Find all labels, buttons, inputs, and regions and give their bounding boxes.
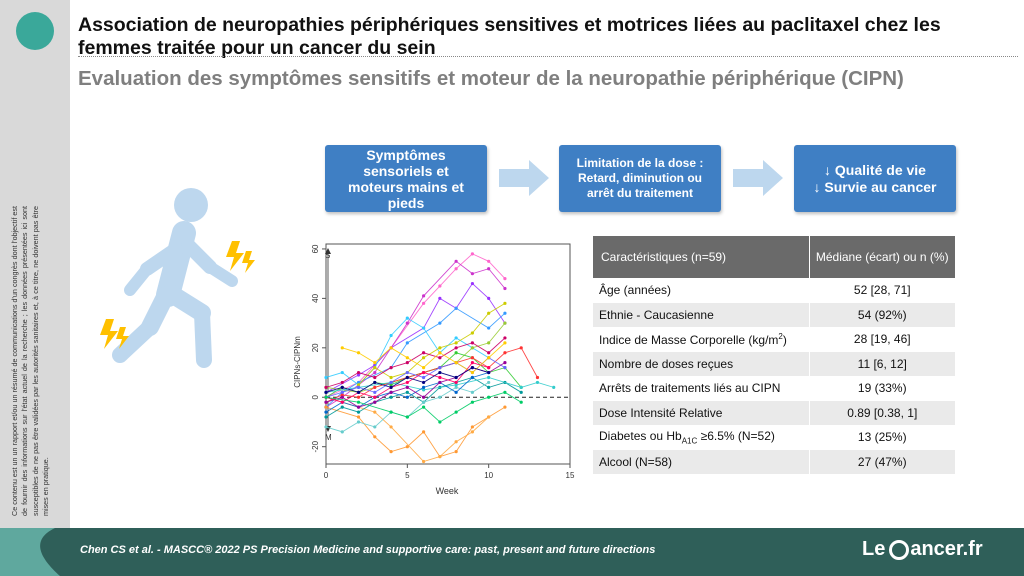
chart-data-point — [406, 356, 409, 359]
table-cell-value: 13 (25%) — [809, 425, 955, 450]
chart-data-point — [487, 415, 490, 418]
table-row — [593, 327, 955, 352]
chart-data-point — [520, 391, 523, 394]
chart-data-point — [455, 440, 458, 443]
table-cell-value: 52 [28, 71] — [809, 278, 955, 303]
table-row — [593, 303, 955, 328]
chart-y-axis-label: CIPNs-CIPNm — [293, 336, 302, 388]
chart-data-point — [406, 381, 409, 384]
table-row — [593, 278, 955, 303]
chart-data-point — [471, 376, 474, 379]
chart-data-point — [422, 294, 425, 297]
brand-dot-icon — [16, 12, 54, 50]
chart-data-point — [503, 322, 506, 325]
chart-data-point — [389, 346, 392, 349]
chart-data-point — [406, 322, 409, 325]
chart-data-point — [455, 267, 458, 270]
footer-bar — [0, 528, 1024, 576]
table-cell-label-text: Indice de Masse Corporelle (kg/m — [599, 332, 779, 347]
chart-data-point — [438, 455, 441, 458]
flow-box-dose-limitation — [559, 145, 721, 212]
chart-data-point — [503, 391, 506, 394]
chart-data-point — [487, 366, 490, 369]
chart-data-point — [389, 376, 392, 379]
chart-data-point — [503, 336, 506, 339]
left-sidebar — [0, 0, 70, 528]
table-cell-label: Âge (années) — [593, 278, 809, 303]
chart-data-point — [373, 376, 376, 379]
chart-data-point — [471, 430, 474, 433]
title-separator — [78, 56, 1018, 57]
chart-data-point — [503, 341, 506, 344]
table-header-characteristics: Caractéristiques (n=59) — [593, 236, 809, 278]
chart-data-point — [471, 252, 474, 255]
table-cell-label: Arrêts de traitements liés au CIPN — [593, 376, 809, 401]
chart-data-point — [341, 430, 344, 433]
table-row — [593, 450, 955, 475]
flow-arrow-2-icon — [733, 160, 783, 196]
chart-data-point — [438, 376, 441, 379]
chart-data-point — [455, 351, 458, 354]
chart-data-point — [341, 391, 344, 394]
chart-data-point — [520, 346, 523, 349]
chart-data-point — [438, 356, 441, 359]
chart-data-point — [357, 401, 360, 404]
chart-data-point — [324, 401, 327, 404]
chart-data-point — [422, 366, 425, 369]
chart-data-point — [487, 381, 490, 384]
chart-data-point — [487, 351, 490, 354]
chart-data-point — [324, 396, 327, 399]
chart-data-point — [536, 381, 539, 384]
table-cell-label-text: Diabetes ou Hb — [599, 429, 682, 444]
chart-top-marker: S — [325, 251, 331, 260]
chart-data-point — [341, 346, 344, 349]
chart-data-point — [487, 260, 490, 263]
chart-data-point — [389, 334, 392, 337]
chart-data-point — [471, 282, 474, 285]
chart-data-point — [422, 326, 425, 329]
chart-data-point — [438, 297, 441, 300]
chart-data-point — [422, 430, 425, 433]
disclaimer-text: Ce contenu est un un rapport et/ou un résumé de communications d'un congrès dont l'objectif est de fournir des informations sur l'état actuel de la recherche ; les données présentées ici sont susceptibles de ne pas être validées par les autorités sanitaires et, à ce titre, ne doivent pas être mises en pratique. — [10, 206, 51, 516]
chart-data-point — [455, 346, 458, 349]
table-cell-label — [593, 327, 809, 352]
table-row — [593, 352, 955, 377]
chart-data-point — [552, 386, 555, 389]
chart-data-point — [389, 410, 392, 413]
chart-data-point — [357, 391, 360, 394]
chart-data-point — [357, 420, 360, 423]
chart-data-point — [324, 406, 327, 409]
chart-data-point — [471, 272, 474, 275]
chart-data-point — [341, 371, 344, 374]
chart-data-point — [324, 386, 327, 389]
table-cell-value: 19 (33%) — [809, 376, 955, 401]
chart-data-point — [422, 460, 425, 463]
chart-data-point — [373, 435, 376, 438]
chart-data-point — [406, 386, 409, 389]
chart-data-point — [471, 371, 474, 374]
chart-data-point — [422, 406, 425, 409]
chart-data-point — [520, 401, 523, 404]
chart-data-point — [341, 386, 344, 389]
walking-person-icon — [92, 185, 282, 375]
chart-bottom-marker: M — [325, 433, 332, 442]
chart-data-point — [422, 371, 425, 374]
chart-data-point — [406, 341, 409, 344]
chart-data-point — [373, 361, 376, 364]
chart-data-point — [503, 406, 506, 409]
chart-data-point — [389, 396, 392, 399]
brand-prefix: Le — [862, 538, 886, 560]
chart-data-point — [438, 322, 441, 325]
chart-data-point — [438, 346, 441, 349]
chart-data-point — [455, 376, 458, 379]
flow-arrow-1-icon — [499, 160, 549, 196]
chart-data-point — [406, 317, 409, 320]
chart-y-tick-label: -20 — [311, 440, 320, 453]
chart-data-point — [406, 371, 409, 374]
table-cell-value: 27 (47%) — [809, 450, 955, 475]
chart-data-point — [487, 267, 490, 270]
chart-data-point — [341, 401, 344, 404]
page-subtitle: Evaluation des symptômes sensitifs et moteur de la neuropathie périphérique (CIPN) — [78, 67, 904, 90]
table-row — [593, 376, 955, 401]
chart-data-point — [503, 287, 506, 290]
chart-series-line-10 — [326, 407, 505, 456]
chart-data-point — [438, 371, 441, 374]
flow-box-outcome-survival: ↓ Survie au cancer — [813, 178, 937, 195]
chart-data-point — [455, 336, 458, 339]
chart-data-point — [422, 381, 425, 384]
chart-data-point — [341, 381, 344, 384]
chart-data-point — [324, 410, 327, 413]
chart-data-point — [406, 415, 409, 418]
chart-data-point — [357, 386, 360, 389]
chart-series-line-5 — [326, 318, 489, 385]
chart-data-point — [471, 366, 474, 369]
table-cell-value: 11 [6, 12] — [809, 352, 955, 377]
chart-data-point — [357, 415, 360, 418]
chart-data-point — [324, 415, 327, 418]
brand-suffix: ancer.fr — [910, 538, 983, 560]
chart-data-point — [471, 391, 474, 394]
chart-data-point — [357, 410, 360, 413]
chart-data-point — [406, 391, 409, 394]
chart-data-point — [471, 331, 474, 334]
chart-data-point — [422, 376, 425, 379]
chart-data-point — [487, 341, 490, 344]
chart-data-point — [438, 351, 441, 354]
chart-y-tick-label: 0 — [311, 395, 320, 400]
chart-y-tick-label: 20 — [311, 343, 320, 353]
chart-data-point — [487, 312, 490, 315]
chart-data-point — [373, 391, 376, 394]
chart-data-point — [406, 396, 409, 399]
chart-data-point — [373, 381, 376, 384]
chart-data-point — [455, 381, 458, 384]
chart-data-point — [422, 401, 425, 404]
chart-data-point — [341, 396, 344, 399]
table-header-median: Médiane (écart) ou n (%) — [809, 236, 955, 278]
table-cell-value: 28 [19, 46] — [809, 327, 955, 352]
chart-data-point — [406, 376, 409, 379]
chart-data-point — [503, 302, 506, 305]
chart-data-point — [503, 351, 506, 354]
chart-data-point — [438, 420, 441, 423]
chart-data-point — [373, 396, 376, 399]
footer-citation: Chen CS et al. - MASCC® 2022 PS Precision Medicine and supportive care: past, present and future directions — [80, 544, 656, 556]
flow-box-symptoms-label: Symptômes sensoriels et moteurs mains et pieds — [348, 146, 464, 211]
table-cell-label-end: ≥6.5% (N=52) — [697, 429, 775, 444]
chart-data-point — [471, 425, 474, 428]
chart-x-axis-label: Week — [435, 486, 459, 496]
chart-data-point — [438, 396, 441, 399]
chart-data-point — [455, 450, 458, 453]
table-cell-value: 54 (92%) — [809, 303, 955, 328]
chart-x-tick-label: 5 — [405, 471, 410, 480]
chart-data-point — [373, 410, 376, 413]
table-row — [593, 401, 955, 426]
chart-data-point — [373, 366, 376, 369]
chart-data-point — [455, 391, 458, 394]
chart-data-point — [324, 391, 327, 394]
chart-data-point — [471, 346, 474, 349]
chart-data-point — [438, 284, 441, 287]
chart-x-tick-label: 0 — [323, 471, 329, 480]
chart-data-point — [406, 361, 409, 364]
chart-data-point — [357, 351, 360, 354]
chart-data-point — [471, 341, 474, 344]
chart-data-point — [357, 396, 360, 399]
chart-data-point — [520, 386, 523, 389]
chart-data-point — [487, 396, 490, 399]
chart-data-point — [422, 386, 425, 389]
chart-data-point — [487, 356, 490, 359]
table-row — [593, 425, 955, 450]
chart-data-point — [422, 356, 425, 359]
chart-data-point — [373, 425, 376, 428]
chart-data-point — [471, 356, 474, 359]
flow-box-outcome-quality: ↓ Qualité de vie — [824, 161, 926, 178]
table-cell-label-end: ) — [782, 332, 787, 347]
flow-box-symptoms — [325, 145, 487, 212]
chart-data-point — [487, 326, 490, 329]
chart-data-point — [455, 410, 458, 413]
table-cell-label: Dose Intensité Relative — [593, 401, 809, 426]
chart-data-point — [324, 425, 327, 428]
chart-data-point — [487, 371, 490, 374]
chart-data-point — [503, 312, 506, 315]
chart-data-point — [389, 425, 392, 428]
chart-data-point — [422, 351, 425, 354]
table-cell-label — [593, 425, 809, 450]
brand-logo — [862, 538, 983, 561]
chart-data-point — [389, 366, 392, 369]
chart-y-tick-label: 60 — [311, 244, 320, 254]
page-title: Association de neuropathies périphériques sensitives et motrices liées au paclitaxel chez les femmes traitée pour un cancer du sein — [78, 14, 941, 59]
chart-data-point — [471, 401, 474, 404]
chart-data-point — [422, 302, 425, 305]
table-cell-label-sub: A1C — [681, 436, 698, 446]
chart-data-point — [389, 450, 392, 453]
brand-ring-icon — [889, 540, 909, 560]
lightning-bolt-icon — [226, 241, 255, 273]
title-block — [78, 14, 1008, 60]
chart-data-point — [389, 386, 392, 389]
chart-data-point — [455, 307, 458, 310]
chart-data-point — [341, 406, 344, 409]
chart-data-point — [487, 376, 490, 379]
chart-data-point — [389, 381, 392, 384]
cipn-spaghetti-chart — [292, 232, 582, 502]
chart-data-point — [373, 401, 376, 404]
chart-data-point — [455, 361, 458, 364]
chart-data-point — [373, 386, 376, 389]
chart-data-point — [487, 297, 490, 300]
chart-x-tick-label: 10 — [484, 471, 494, 480]
chart-data-point — [373, 371, 376, 374]
chart-data-point — [438, 381, 441, 384]
table-cell-label: Ethnie - Caucasienne — [593, 303, 809, 328]
chart-data-point — [503, 277, 506, 280]
chart-data-point — [455, 341, 458, 344]
characteristics-table — [593, 236, 955, 475]
table-cell-label-sup: 2 — [778, 331, 783, 341]
chart-x-tick-label: 15 — [565, 471, 575, 480]
chart-data-point — [438, 366, 441, 369]
chart-data-point — [503, 361, 506, 364]
table-header-row — [593, 236, 955, 278]
chart-data-point — [389, 391, 392, 394]
chart-data-point — [503, 366, 506, 369]
table-cell-value: 0.89 [0.38, 1] — [809, 401, 955, 426]
flow-box-outcomes — [794, 145, 956, 212]
chart-data-point — [422, 396, 425, 399]
chart-data-point — [471, 361, 474, 364]
table-cell-label: Alcool (N=58) — [593, 450, 809, 475]
chart-data-point — [324, 376, 327, 379]
chart-data-point — [357, 406, 360, 409]
chart-data-point — [536, 376, 539, 379]
chart-y-tick-label: 40 — [311, 293, 320, 303]
chart-data-point — [455, 260, 458, 263]
chart-data-point — [357, 371, 360, 374]
table-cell-label: Nombre de doses reçues — [593, 352, 809, 377]
flow-box-dose-limitation-label: Limitation de la dose : Retard, diminution ou arrêt du traitement — [576, 156, 704, 200]
chart-data-point — [487, 386, 490, 389]
